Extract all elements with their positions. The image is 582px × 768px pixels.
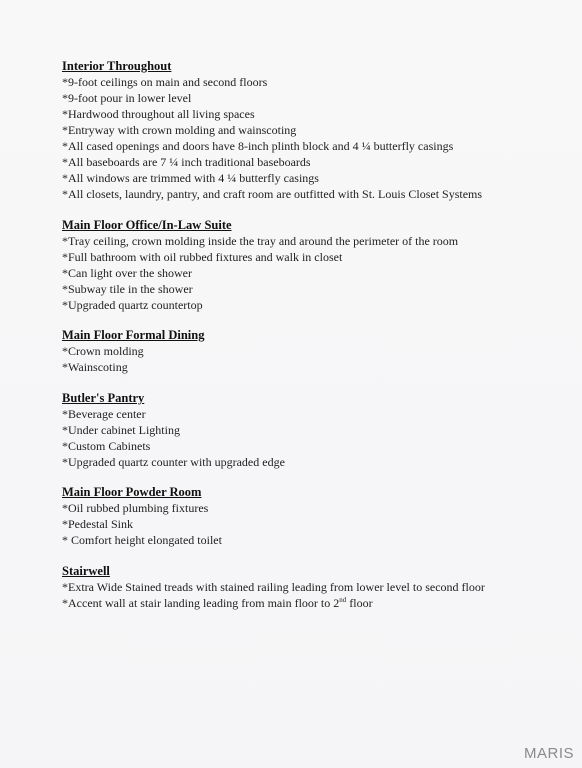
list-item: *Crown molding [62,344,144,358]
list-item: *Oil rubbed plumbing fixtures [62,501,209,515]
section-heading: Main Floor Powder Room [62,485,202,499]
section-heading: Interior Throughout [62,59,172,73]
ordinal-suffix: nd [339,596,347,604]
section-interior-throughout [62,58,562,202]
list-item: *Tray ceiling, crown molding inside the tray and around the perimeter of the room [62,234,459,248]
list-item: *Extra Wide Stained treads with stained railing leading from lower level to second floor [62,580,485,594]
section-main-floor-office [62,217,562,313]
list-item: *Wainscoting [62,360,128,374]
list-item: *All closets, laundry, pantry, and craft room are outfitted with St. Louis Closet Systems [62,187,483,201]
item-list [62,406,562,470]
section-heading: Stairwell [62,564,110,578]
accent-wall-text-end: floor [346,596,373,610]
accent-wall-text: *Accent wall at stair landing leading from main floor to 2 [62,596,340,610]
item-list [62,500,562,548]
list-item: *Upgraded quartz countertop [62,298,203,312]
list-item: *Full bathroom with oil rubbed fixtures and walk in closet [62,250,343,264]
list-item: *Can light over the shower [62,266,192,280]
section-butlers-pantry [62,390,562,470]
list-item: *9-foot ceilings on main and second floors [62,75,268,89]
list-item: *All baseboards are 7 ¼ inch traditional baseboards [62,155,311,169]
item-list [62,579,562,611]
maris-watermark: MARIS [523,745,574,762]
item-list [62,74,562,202]
list-item: *9-foot pour in lower level [62,91,192,105]
list-item: *Beverage center [62,407,146,421]
item-list [62,233,562,313]
section-heading: Main Floor Formal Dining [62,328,205,342]
list-item: *All windows are trimmed with 4 ¼ butterfly casings [62,171,319,185]
list-item: *Entryway with crown molding and wainscoting [62,123,297,137]
list-item: *Under cabinet Lighting [62,423,180,437]
list-item: *Custom Cabinets [62,439,151,453]
section-powder-room [62,484,562,548]
list-item: *Hardwood throughout all living spaces [62,107,255,121]
list-item: *Subway tile in the shower [62,282,193,296]
item-list [62,343,562,375]
list-item: *Pedestal Sink [62,517,133,531]
list-item: * Comfort height elongated toilet [62,533,222,547]
section-formal-dining [62,327,562,375]
section-stairwell [62,563,562,611]
list-item: *Upgraded quartz counter with upgraded edge [62,455,285,469]
section-heading: Main Floor Office/In-Law Suite [62,218,232,232]
accent-wall-item [62,595,562,611]
section-heading: Butler's Pantry [62,391,145,405]
list-item: *All cased openings and doors have 8-inch plinth block and 4 ¼ butterfly casings [62,139,454,153]
